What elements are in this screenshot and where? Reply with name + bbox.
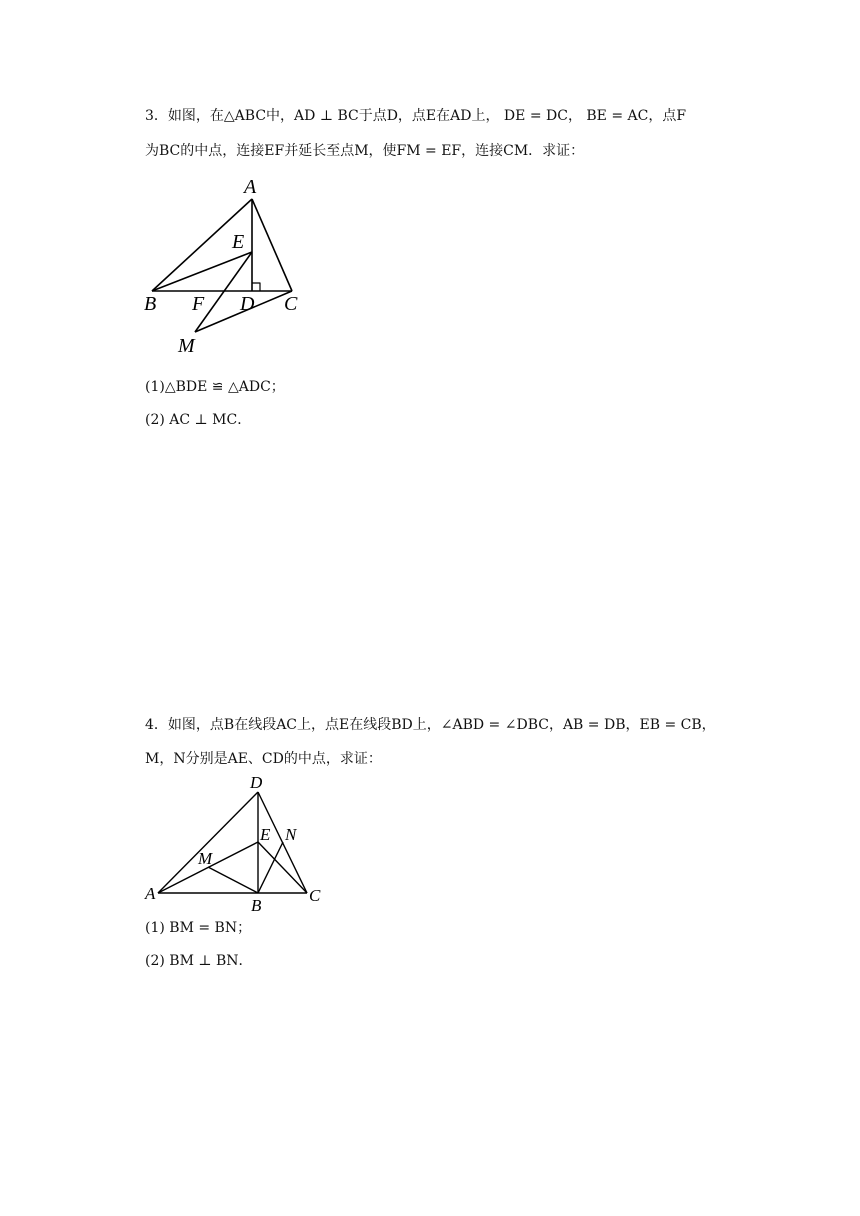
label-a: A [145, 884, 156, 903]
problem-4-part-1: (1) BM = BN； [145, 920, 252, 936]
label-m: M [198, 849, 213, 868]
label-f: F [192, 293, 205, 315]
segment-bn [258, 842, 283, 893]
problem-4-statement-line-2: M，N分别是AE、CD的中点，求证： [145, 751, 382, 767]
problem-3-statement-line-2: 为BC的中点，连接EF并延长至点M，使FM = EF，连接CM．求证： [145, 143, 585, 159]
problem-3-statement-line-1: 3．如图，在△ABC中，AD ⊥ BC于点D，点E在AD上， DE = DC， BE = AC，点F [145, 108, 687, 124]
segment-ad [158, 792, 258, 893]
label-b: B [251, 896, 262, 912]
label-c: C [284, 293, 298, 315]
segment-ac [252, 199, 292, 291]
right-angle-mark [252, 283, 260, 291]
segment-bm [208, 867, 258, 893]
label-a: A [244, 176, 257, 198]
problem-4-figure [140, 772, 330, 912]
label-m: M [178, 335, 195, 357]
label-c: C [309, 886, 321, 905]
problem-4-statement-line-1: 4．如图，点B在线段AC上，点E在线段BD上，∠ABD = ∠DBC，AB = DB，EB = CB， [145, 717, 716, 733]
label-n: N [285, 825, 297, 844]
problem-3-figure [140, 172, 320, 362]
label-e: E [232, 231, 245, 253]
problem-3-part-1: (1)△BDE ≌ △ADC； [145, 379, 285, 395]
problem-3-part-2: (2) AC ⊥ MC． [145, 412, 252, 428]
label-d: D [250, 773, 263, 792]
segment-be [152, 252, 252, 291]
label-d: D [240, 293, 255, 315]
label-e: E [260, 825, 271, 844]
segment-ec [258, 842, 307, 893]
problem-4-part-2: (2) BM ⊥ BN． [145, 953, 253, 969]
label-b: B [144, 293, 157, 315]
